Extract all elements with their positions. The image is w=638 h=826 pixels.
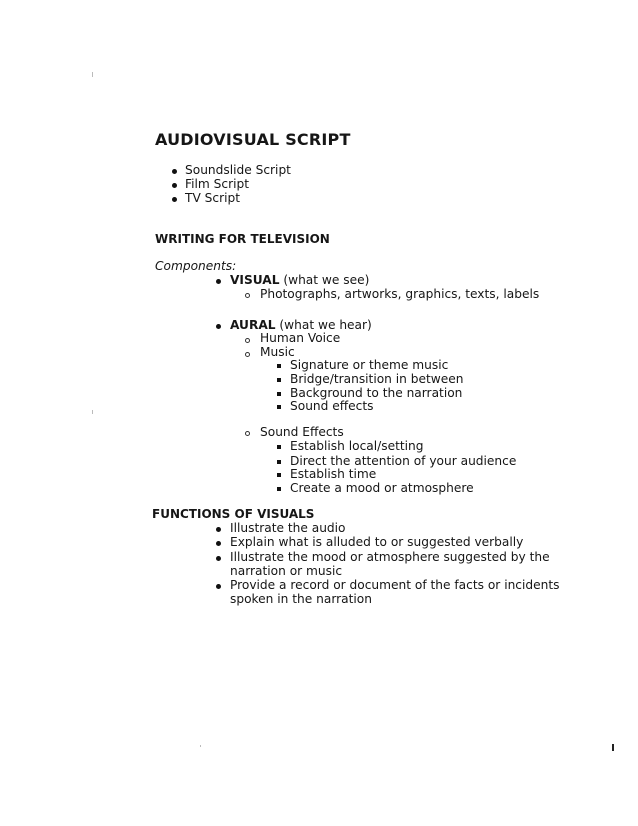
sub-list-item: Photographs, artworks, graphics, texts, labels bbox=[260, 287, 540, 301]
list-item: Film Script bbox=[185, 177, 249, 191]
function-item: Provide a record or document of the facts or incidents bbox=[230, 578, 560, 592]
sound-effects-item: Establish local/setting bbox=[290, 439, 424, 453]
bullet-icon bbox=[216, 279, 221, 284]
list-item: Soundslide Script bbox=[185, 163, 291, 177]
music-item: Background to the narration bbox=[290, 386, 463, 400]
bullet-icon bbox=[216, 584, 221, 589]
square-bullet-icon bbox=[277, 473, 281, 477]
bullet-icon bbox=[216, 556, 221, 561]
square-bullet-icon bbox=[277, 460, 281, 464]
bullet-icon bbox=[216, 324, 221, 329]
sub-list-item: Music bbox=[260, 345, 295, 359]
music-item: Sound effects bbox=[290, 399, 374, 413]
music-item: Signature or theme music bbox=[290, 358, 449, 372]
aural-label: AURAL bbox=[230, 318, 276, 332]
sub-list-item: Human Voice bbox=[260, 331, 341, 345]
square-bullet-icon bbox=[277, 445, 281, 449]
function-item: Explain what is alluded to or suggested verbally bbox=[230, 535, 524, 549]
scan-speck bbox=[92, 410, 93, 414]
list-item: TV Script bbox=[185, 191, 241, 205]
square-bullet-icon bbox=[277, 487, 281, 491]
bullet-icon bbox=[216, 541, 221, 546]
circle-bullet-icon bbox=[245, 431, 250, 436]
sub-list-item: Sound Effects bbox=[260, 425, 344, 439]
function-item-continued: narration or music bbox=[230, 564, 343, 578]
scan-speck bbox=[200, 745, 201, 747]
circle-bullet-icon bbox=[245, 293, 250, 298]
circle-bullet-icon bbox=[245, 352, 250, 357]
sound-effects-item: Direct the attention of your audience bbox=[290, 454, 517, 468]
bullet-icon bbox=[172, 183, 177, 188]
scan-speck bbox=[92, 72, 93, 77]
square-bullet-icon bbox=[277, 364, 281, 368]
visual-label: VISUAL bbox=[230, 273, 280, 287]
list-item-visual bbox=[230, 273, 369, 287]
circle-bullet-icon bbox=[245, 338, 250, 343]
section-heading: FUNCTIONS OF VISUALS bbox=[152, 507, 315, 521]
function-item: Illustrate the audio bbox=[230, 521, 346, 535]
section-heading: WRITING FOR TELEVISION bbox=[155, 232, 330, 246]
bullet-icon bbox=[172, 197, 177, 202]
music-item: Bridge/transition in between bbox=[290, 372, 464, 386]
sound-effects-item: Create a mood or atmosphere bbox=[290, 481, 474, 495]
scan-mark bbox=[612, 744, 614, 751]
function-item-continued: spoken in the narration bbox=[230, 592, 372, 606]
aural-desc: (what we hear) bbox=[275, 318, 372, 332]
components-label: Components: bbox=[155, 259, 237, 273]
visual-desc: (what we see) bbox=[279, 273, 370, 287]
square-bullet-icon bbox=[277, 392, 281, 396]
page-title: AUDIOVISUAL SCRIPT bbox=[155, 130, 351, 149]
bullet-icon bbox=[172, 169, 177, 174]
square-bullet-icon bbox=[277, 405, 281, 409]
square-bullet-icon bbox=[277, 378, 281, 382]
function-item: Illustrate the mood or atmosphere suggested by the bbox=[230, 550, 550, 564]
list-item-aural bbox=[230, 318, 372, 332]
bullet-icon bbox=[216, 527, 221, 532]
sound-effects-item: Establish time bbox=[290, 467, 377, 481]
